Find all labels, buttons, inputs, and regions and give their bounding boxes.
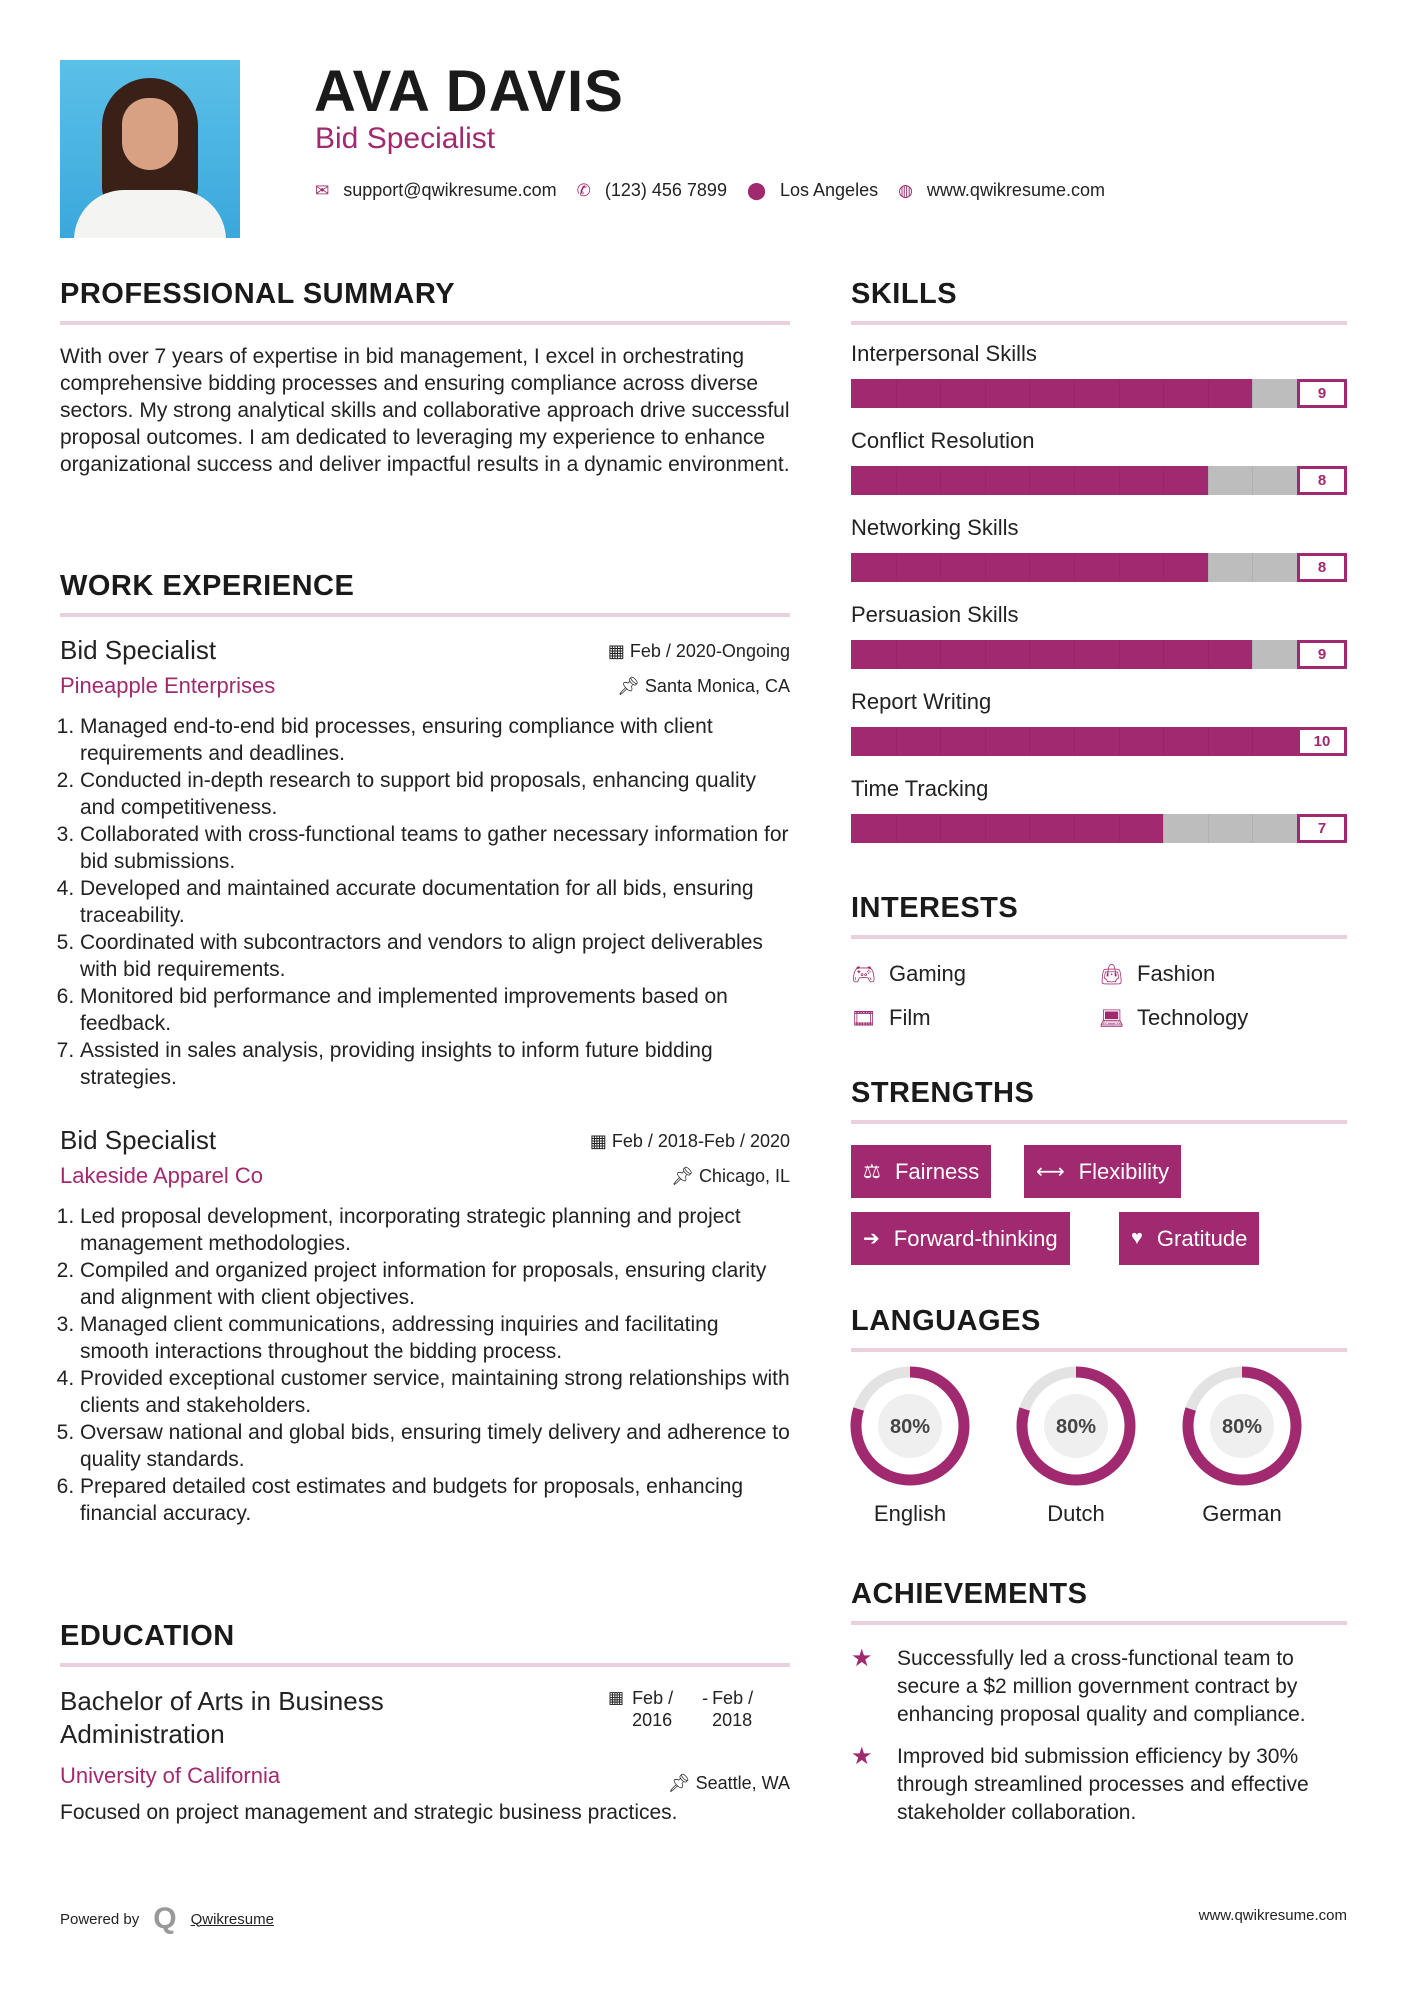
section-heading: STRENGTHS xyxy=(851,1077,1035,1109)
start-date: Feb / 2016 xyxy=(632,1688,674,1730)
section-heading: INTERESTS xyxy=(851,892,1019,924)
footer-powered xyxy=(60,1902,274,1936)
divider xyxy=(60,613,790,617)
heart-icon: ♥ xyxy=(1131,1227,1143,1249)
calendar-icon: ▦ xyxy=(589,1131,612,1151)
language-ring xyxy=(849,1365,971,1487)
responsibility-list xyxy=(60,713,790,1091)
skill-bar-segment xyxy=(1208,466,1209,495)
list-item: 4. Provided exceptional customer service, maintaining strong relationships with clients and stakeholders. xyxy=(80,1365,790,1419)
education-dates: ▦ Feb / 2016 - Feb / 2018 xyxy=(608,1687,772,1731)
skill-label: Conflict Resolution xyxy=(851,428,1035,453)
shooting-star-icon: ★ xyxy=(851,1645,873,1672)
summary-section xyxy=(60,278,790,478)
job-location xyxy=(671,1166,790,1187)
skill-bar-segment xyxy=(940,553,941,582)
divider xyxy=(851,1348,1347,1352)
achievement-item xyxy=(851,1743,1347,1827)
skill-bar-segment xyxy=(896,814,897,843)
list-item: 6. Prepared detailed cost estimates and budgets for proposals, enhancing financial accuracy. xyxy=(80,1473,790,1527)
skill-bar-segment xyxy=(1119,640,1120,669)
location-text: Santa Monica, CA xyxy=(644,676,790,696)
achievement-item xyxy=(851,1645,1347,1729)
skill-bar-segment xyxy=(1119,379,1120,408)
company-name: Pineapple Enterprises xyxy=(60,673,276,698)
company-name: Lakeside Apparel Co xyxy=(60,1163,264,1188)
skill-bar-segment xyxy=(1163,553,1164,582)
laptop-icon: 💻︎ xyxy=(1099,1007,1125,1030)
interest-label: Technology xyxy=(1137,1005,1249,1030)
divider xyxy=(851,321,1347,325)
section-heading: SKILLS xyxy=(851,278,958,310)
skills-section xyxy=(851,278,1347,863)
skill-item xyxy=(851,689,1347,776)
skill-bar-segment xyxy=(1252,727,1253,756)
film-icon: 🎞︎ xyxy=(851,1007,877,1030)
skill-bar-segment xyxy=(940,640,941,669)
job-title: Bid Specialist xyxy=(315,122,496,155)
skill-bar-segment xyxy=(1119,466,1120,495)
languages-section xyxy=(851,1305,1347,1545)
list-item: 3. Collaborated with cross-functional teams to gather necessary information for bid submissions. xyxy=(80,821,790,875)
phone-text: (123) 456 7899 xyxy=(604,180,727,200)
list-item: 5. Coordinated with subcontractors and vendors to align project deliverables with bid requirements. xyxy=(80,929,790,983)
strength-label: Fairness xyxy=(894,1158,980,1184)
school-name: University of California xyxy=(60,1763,281,1788)
powered-by-text: Powered by xyxy=(60,1910,140,1928)
list-item: 4. Developed and maintained accurate documentation for all bids, ensuring traceability. xyxy=(80,875,790,929)
website-link[interactable]: www.qwikresume.com xyxy=(926,180,1105,200)
list-item: 2. Conducted in-depth research to support bid proposals, enhancing quality and competitiveness. xyxy=(80,767,790,821)
language-item xyxy=(845,1365,975,1527)
strength-label: Flexibility xyxy=(1078,1158,1170,1184)
achievement-text: Successfully led a cross-functional team to secure a $2 million government contract by enhancing proposal quality and compliance. xyxy=(897,1647,1306,1726)
skill-bar xyxy=(851,814,1347,843)
job-dates xyxy=(590,1131,790,1152)
skill-item xyxy=(851,515,1347,602)
skill-item xyxy=(851,602,1347,689)
interest-label: Film xyxy=(889,1005,931,1030)
skill-bar-segment xyxy=(1029,727,1030,756)
qwikresume-logo-icon: Q xyxy=(153,1902,177,1935)
skill-bar-segment xyxy=(1074,814,1075,843)
job-entry xyxy=(60,1123,790,1527)
candidate-name: AVA DAVIS xyxy=(314,59,624,124)
skill-bar xyxy=(851,466,1347,495)
skill-item xyxy=(851,776,1347,863)
job-role: Bid Specialist xyxy=(60,1125,217,1155)
skill-value: 8 xyxy=(1297,553,1347,582)
skill-value: 10 xyxy=(1297,727,1347,756)
skill-bar-segment xyxy=(1163,640,1164,669)
language-label: German xyxy=(1202,1501,1282,1526)
skill-bar xyxy=(851,379,1347,408)
arrows-horizontal-icon: ⟷ xyxy=(1036,1161,1065,1183)
skill-bar-segment xyxy=(1074,727,1075,756)
skill-bar-segment xyxy=(1208,727,1209,756)
achievements-section xyxy=(851,1578,1347,1827)
divider xyxy=(851,935,1347,939)
strengths-section xyxy=(851,1077,1347,1277)
skill-bar-segment xyxy=(1119,553,1120,582)
strength-label: Forward-thinking xyxy=(893,1225,1058,1251)
skill-bar-segment xyxy=(940,466,941,495)
list-item: 1. Led proposal development, incorporating strategic planning and project management methodologies. xyxy=(80,1203,790,1257)
education-section xyxy=(60,1620,790,1885)
skill-bar xyxy=(851,553,1347,582)
gamepad-icon: 🎮︎ xyxy=(851,963,877,986)
skill-bar-segment xyxy=(985,727,986,756)
skill-bar-segment xyxy=(1252,640,1253,669)
skill-bar-fill xyxy=(851,640,1252,669)
skill-bar-segment xyxy=(1163,379,1164,408)
profile-photo xyxy=(60,60,240,238)
language-percent: 80% xyxy=(1221,1416,1263,1438)
skill-bar-segment xyxy=(1252,553,1253,582)
contact-bar xyxy=(315,180,1125,201)
list-item: 6. Monitored bid performance and implemented improvements based on feedback. xyxy=(80,983,790,1037)
skill-bar-segment xyxy=(1252,466,1253,495)
divider xyxy=(851,1621,1347,1625)
skill-value: 9 xyxy=(1297,640,1347,669)
interest-item xyxy=(851,961,1099,987)
strength-tag xyxy=(851,1145,991,1198)
interests-section xyxy=(851,892,1347,1031)
skill-bar-segment xyxy=(985,640,986,669)
job-dates xyxy=(608,641,790,662)
skill-value: 8 xyxy=(1297,466,1347,495)
skill-label: Interpersonal Skills xyxy=(851,341,1037,366)
achievement-text: Improved bid submission efficiency by 30% through streamlined processes and effective stakeholder collaboration. xyxy=(897,1745,1309,1824)
language-item xyxy=(1177,1365,1307,1527)
skill-bar-segment xyxy=(1074,379,1075,408)
list-item: 7. Assisted in sales analysis, providing insights to inform future bidding strategies. xyxy=(80,1037,790,1091)
divider xyxy=(60,321,790,325)
dates-text: Feb / 2018-Feb / 2020 xyxy=(611,1131,790,1151)
skill-bar-segment xyxy=(1163,466,1164,495)
summary-text: With over 7 years of expertise in bid management, I excel in orchestrating comprehensive bidding processes and ensuring compliance across diverse sectors. My strong analytical skills and collaborative approach drive successful proposal outcomes. I am dedicated to leveraging my experience to enhance organizational success and deliver impactful results in a dynamic environment. xyxy=(60,345,790,476)
skill-bar-segment xyxy=(1119,727,1120,756)
skill-bar-segment xyxy=(1208,553,1209,582)
list-item: 5. Oversaw national and global bids, ensuring timely delivery and adherence to quality standards. xyxy=(80,1419,790,1473)
experience-section xyxy=(60,570,790,1527)
skill-bar-segment xyxy=(1029,379,1030,408)
map-marker-icon: ⬤ xyxy=(746,180,766,200)
job-location xyxy=(617,676,790,697)
skill-label: Networking Skills xyxy=(851,515,1019,540)
calendar-icon: ▦ xyxy=(607,641,630,661)
skill-bar-segment xyxy=(1029,466,1030,495)
section-heading: EDUCATION xyxy=(60,1620,235,1652)
interest-item xyxy=(1099,961,1347,987)
skill-bar-segment xyxy=(1029,553,1030,582)
skill-bar-segment xyxy=(1074,553,1075,582)
skill-bar-segment xyxy=(1163,814,1164,843)
language-label: Dutch xyxy=(1047,1501,1105,1526)
skill-bar xyxy=(851,727,1347,756)
section-heading: WORK EXPERIENCE xyxy=(60,570,355,602)
job-entry xyxy=(60,633,790,1091)
strength-tag xyxy=(1119,1212,1259,1265)
skill-bar-segment xyxy=(985,553,986,582)
divider xyxy=(851,1120,1347,1124)
qwikresume-link[interactable]: Qwikresume xyxy=(190,1910,274,1928)
skill-label: Report Writing xyxy=(851,689,992,714)
skill-bar xyxy=(851,640,1347,669)
balance-scale-icon: ⚖ xyxy=(863,1161,881,1183)
skill-bar-segment xyxy=(1119,814,1120,843)
interest-label: Fashion xyxy=(1137,961,1216,986)
skill-bar-segment xyxy=(940,814,941,843)
language-percent: 80% xyxy=(1055,1416,1097,1438)
skill-bar-fill xyxy=(851,814,1163,843)
skill-bar-fill xyxy=(851,727,1347,756)
skill-bar-segment xyxy=(1074,640,1075,669)
skill-bar-segment xyxy=(1208,640,1209,669)
dates-text: Feb / 2020-Ongoing xyxy=(629,641,790,661)
interest-item xyxy=(851,1005,1099,1031)
skill-bar-segment xyxy=(1029,640,1030,669)
calendar-icon: ▦ xyxy=(608,1688,625,1707)
skill-bar-segment xyxy=(1163,727,1164,756)
skill-bar-segment xyxy=(896,640,897,669)
skill-item xyxy=(851,341,1347,428)
divider xyxy=(60,1663,790,1667)
strength-label: Gratitude xyxy=(1156,1225,1248,1251)
globe-icon: ◍ xyxy=(898,180,913,200)
skill-value: 7 xyxy=(1297,814,1347,843)
degree-title: Bachelor of Arts in Business Administration xyxy=(60,1686,384,1749)
job-role: Bid Specialist xyxy=(60,635,217,665)
email-link[interactable]: support@qwikresume.com xyxy=(343,180,557,200)
location-text: Chicago, IL xyxy=(698,1166,790,1186)
interest-label: Gaming xyxy=(889,961,967,986)
list-item: 2. Compiled and organized project information for proposals, ensuring clarity and alignment with client objectives. xyxy=(80,1257,790,1311)
language-ring xyxy=(1015,1365,1137,1487)
skill-bar-segment xyxy=(896,379,897,408)
envelope-icon: ✉ xyxy=(315,180,330,200)
strength-tag xyxy=(1024,1145,1181,1198)
skill-bar-segment xyxy=(1208,379,1209,408)
skill-value: 9 xyxy=(1297,379,1347,408)
skill-bar-fill xyxy=(851,379,1252,408)
language-label: English xyxy=(873,1501,947,1526)
skill-label: Persuasion Skills xyxy=(851,602,1019,627)
education-location: 📌︎ Seattle, WA xyxy=(667,1773,790,1793)
arrow-right-icon: ➔ xyxy=(863,1228,880,1250)
strength-tag xyxy=(851,1212,1070,1265)
skill-item xyxy=(851,428,1347,515)
section-heading: PROFESSIONAL SUMMARY xyxy=(60,278,456,310)
language-ring xyxy=(1181,1365,1303,1487)
skill-bar-segment xyxy=(896,466,897,495)
language-percent: 80% xyxy=(889,1416,931,1438)
skill-bar-segment xyxy=(985,814,986,843)
responsibility-list xyxy=(60,1203,790,1527)
list-item: 3. Managed client communications, addressing inquiries and facilitating smooth interactions throughout the bidding process. xyxy=(80,1311,790,1365)
skill-bar-segment xyxy=(1252,814,1253,843)
shopping-bag-icon: 👜︎ xyxy=(1099,963,1125,986)
shooting-star-icon: ★ xyxy=(851,1743,873,1770)
footer-url[interactable]: www.qwikresume.com xyxy=(1198,1907,1347,1924)
skill-label: Time Tracking xyxy=(851,776,989,801)
list-item: 1. Managed end-to-end bid processes, ensuring compliance with client requirements and deadlines. xyxy=(80,713,790,767)
skill-bar-segment xyxy=(985,466,986,495)
skill-bar-segment xyxy=(985,379,986,408)
pushpin-icon: 📌︎ xyxy=(671,1166,699,1186)
location-text: Los Angeles xyxy=(780,180,879,200)
skill-bar-segment xyxy=(1252,379,1253,408)
skill-bar-segment xyxy=(940,727,941,756)
skill-bar-segment xyxy=(1029,814,1030,843)
pushpin-icon: 📌︎ xyxy=(667,1773,696,1793)
section-heading: LANGUAGES xyxy=(851,1305,1041,1337)
skill-bar-segment xyxy=(1074,466,1075,495)
skill-bar-segment xyxy=(896,553,897,582)
pushpin-icon: 📌︎ xyxy=(617,676,645,696)
phone-icon: ✆ xyxy=(576,180,591,200)
education-description: Focused on project management and strategic business practices. xyxy=(60,1801,678,1824)
end-date: Feb / 2018 xyxy=(712,1688,754,1730)
section-heading: ACHIEVEMENTS xyxy=(851,1578,1088,1610)
language-item xyxy=(1011,1365,1141,1527)
interest-item xyxy=(1099,1005,1347,1031)
skill-bar-segment xyxy=(896,727,897,756)
skill-bar-segment xyxy=(1208,814,1209,843)
skill-bar-segment xyxy=(940,379,941,408)
